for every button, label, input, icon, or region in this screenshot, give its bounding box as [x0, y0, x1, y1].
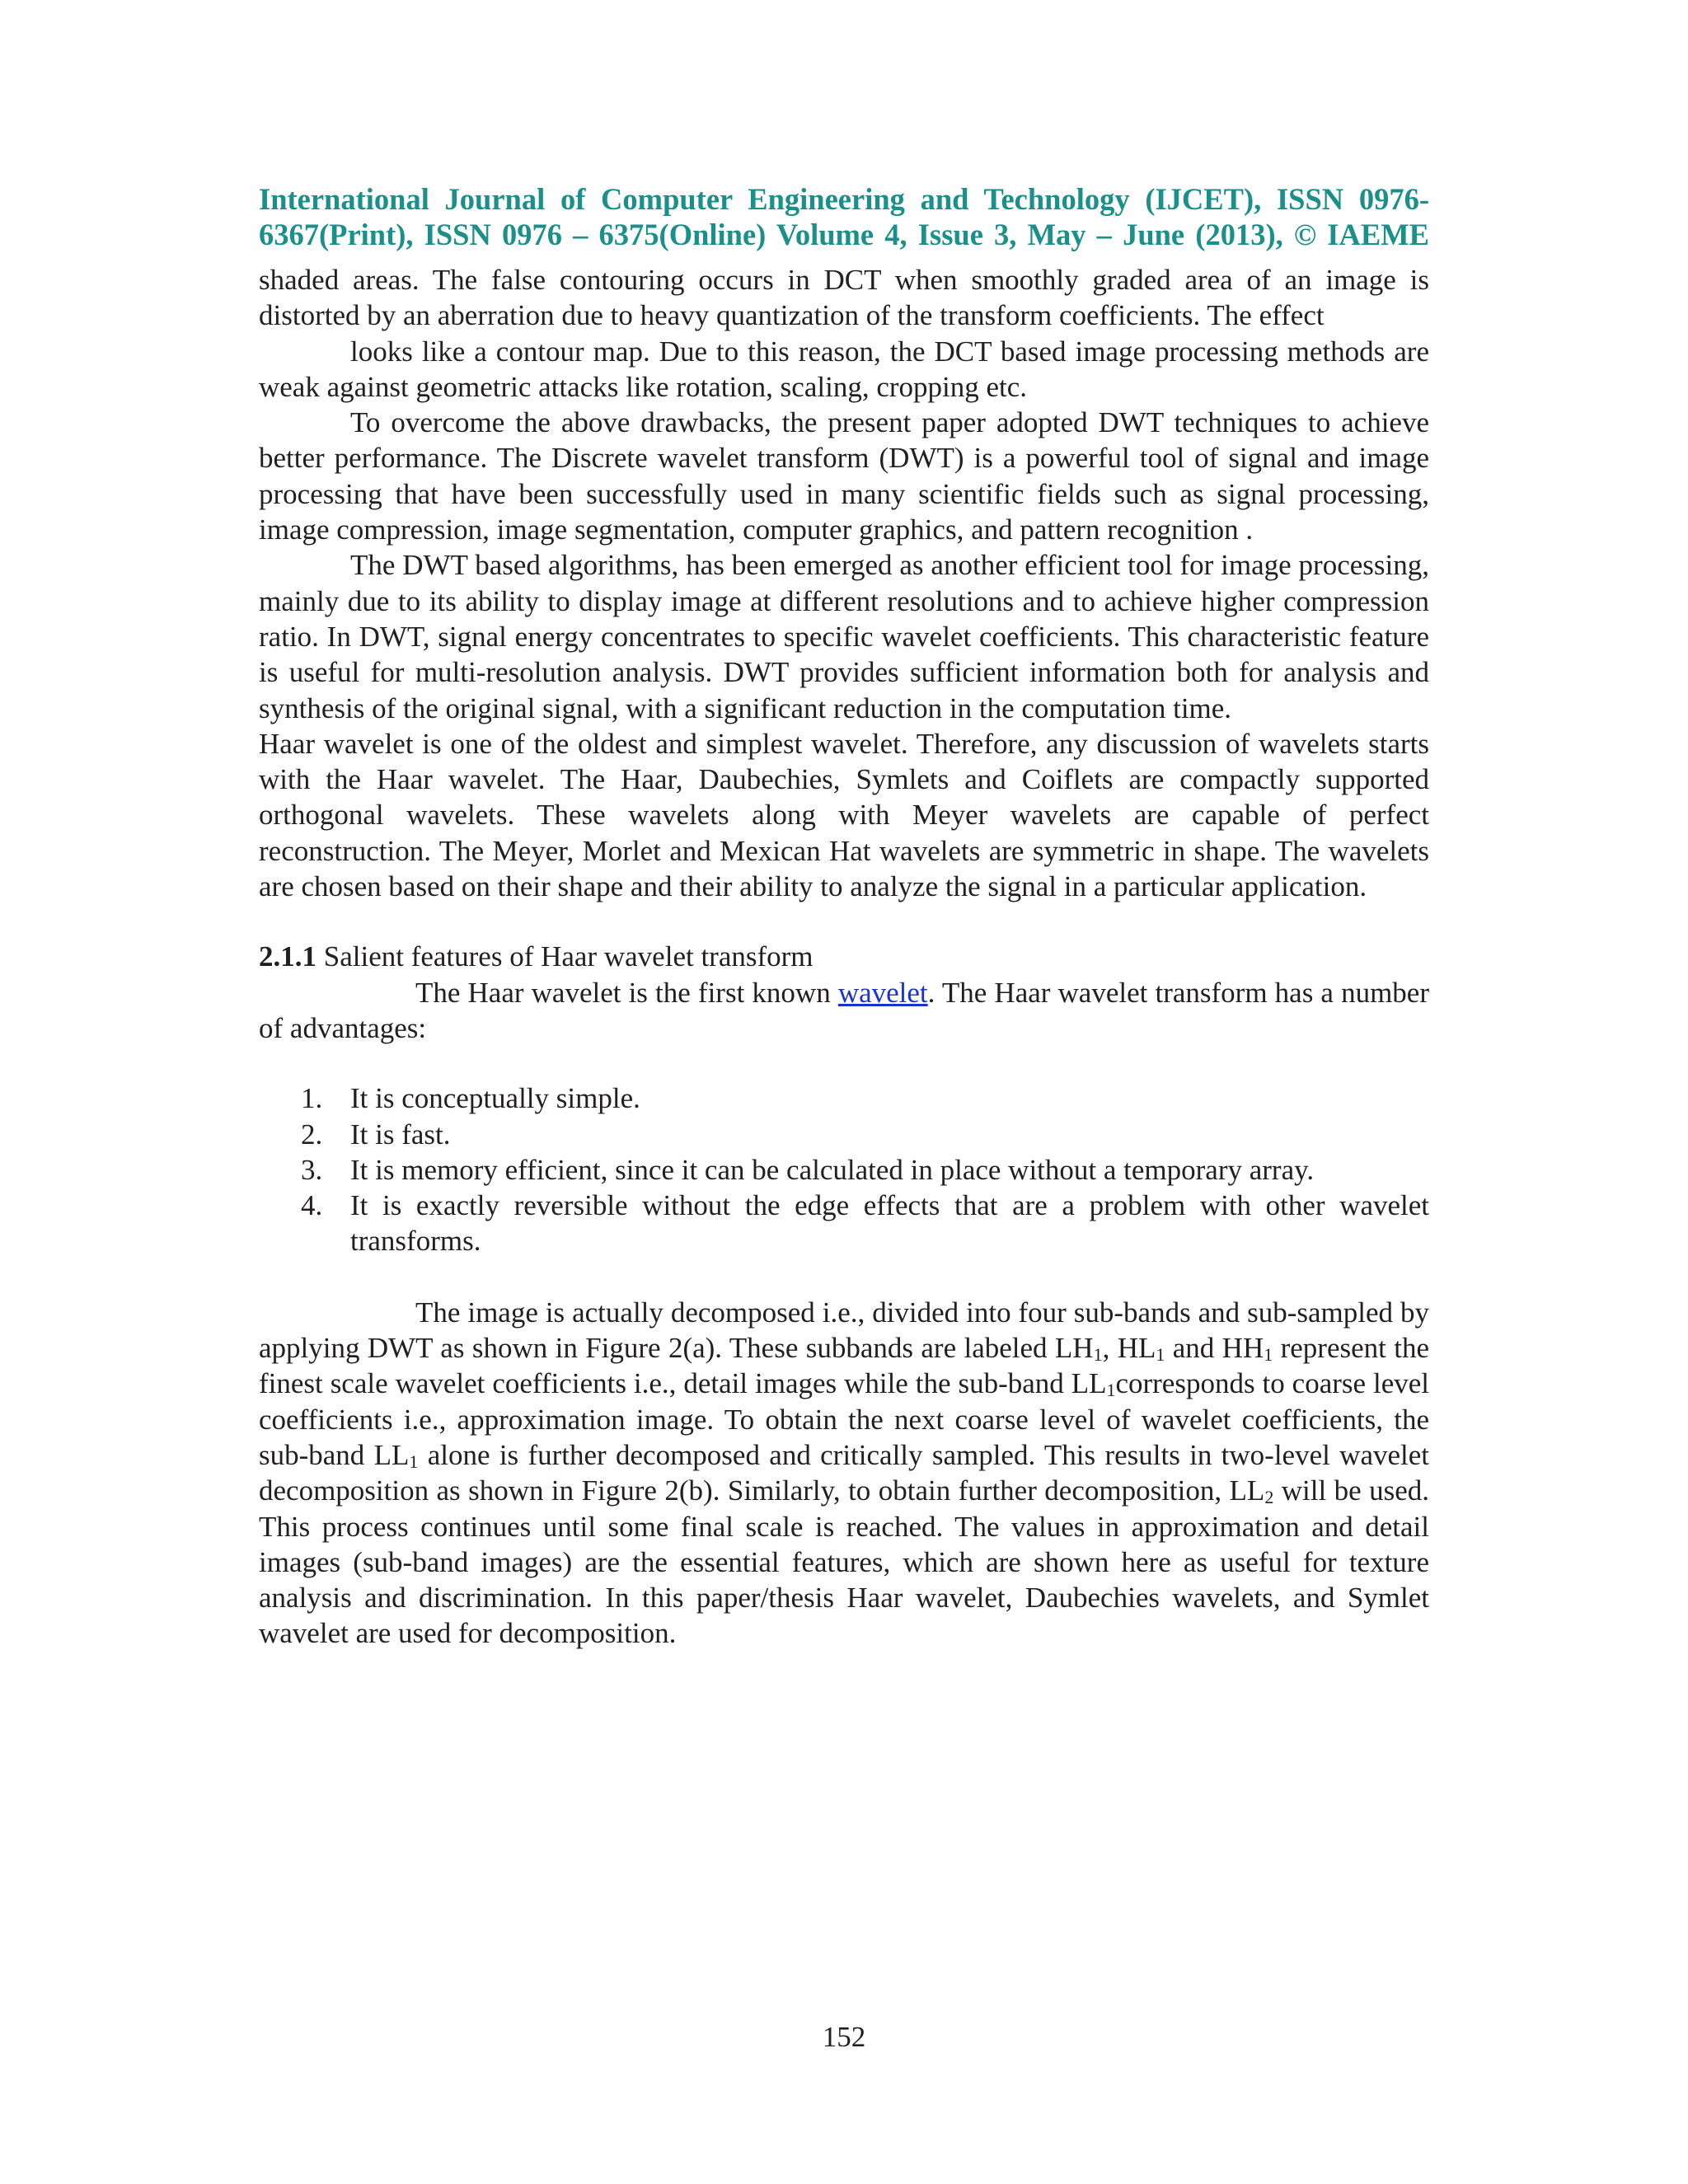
list-item-text: It is fast.	[350, 1118, 451, 1151]
section-intro	[259, 975, 1429, 1047]
journal-header-line-2: 6367(Print), ISSN 0976 – 6375(Online) Volume 4, Issue 3, May – June (2013), © IAEME	[259, 218, 1429, 251]
paragraph-dwt-algorithms: The DWT based algorithms, has been emerged as another efficient tool for image processing, mainly due to its ability to display image at different resolutions and to achieve higher compression ratio. In DWT, signal energy concentrates to specific wavelet coefficients. This characteristic feature is useful for multi-resolution analysis. DWT provides sufficient information both for analysis and synthesis of the original signal, with a significant reduction in the computation time.	[259, 549, 1429, 724]
list-item	[259, 1152, 1429, 1188]
paragraph-false-contouring: shaded areas. The false contouring occurs in DCT when smoothly graded area of an image is distorted by an aberration due to heavy quantization of the transform coefficients. The effect	[259, 264, 1429, 332]
section-number: 2.1.1	[259, 940, 316, 973]
list-number: 3.	[301, 1153, 323, 1186]
paragraph-haar-wavelet: Haar wavelet is one of the oldest and simplest wavelet. Therefore, any discussion of wavelets starts with the Haar wavelet. The Haar, Daubechies, Symlets and Coiflets are compactly supported orthogonal wavelets. These wavelets along with Meyer wavelets are capable of perfect reconstruction. The Meyer, Morlet and Mexican Hat wavelets are symmetric in shape. The wavelets are chosen based on their shape and their ability to analyze the signal in a particular application.	[259, 727, 1429, 903]
journal-header	[259, 181, 1429, 252]
section-intro-before: The Haar wavelet is the first known	[415, 976, 831, 1009]
list-item-text: It is exactly reversible without the edge effects that are a problem with other wavelet transforms.	[350, 1189, 1429, 1258]
list-number: 2.	[301, 1118, 323, 1151]
section-title: Salient features of Haar wavelet transform	[323, 940, 814, 973]
list-item	[259, 1188, 1429, 1259]
paragraph-contour-map: looks like a contour map. Due to this reason, the DCT based image processing methods are weak against geometric attacks like rotation, scaling, cropping etc.	[259, 335, 1429, 403]
list-number: 4.	[301, 1189, 323, 1222]
list-item	[259, 1080, 1429, 1116]
list-number: 1.	[301, 1082, 323, 1115]
page-content	[259, 181, 1429, 1652]
list-item	[259, 1117, 1429, 1152]
wavelet-link[interactable]: wavelet	[837, 976, 928, 1009]
paragraph-dwt-overview: To overcome the above drawbacks, the present paper adopted DWT techniques to achieve better performance. The Discrete wavelet transform (DWT) is a powerful tool of signal and image processing that have been successfully used in many scientific fields such as signal processing, image compression, image segmentation, computer graphics, and pattern recognition .	[259, 406, 1429, 546]
advantages-list	[259, 1080, 1429, 1258]
article-body	[259, 262, 1429, 1652]
section-intro-after: . The Haar wavelet transform has a number of advantages:	[259, 976, 1429, 1044]
journal-header-line-1: International Journal of Computer Engineering and Technology (IJCET), ISSN 0976-	[259, 182, 1429, 216]
list-item-text: It is conceptually simple.	[350, 1082, 640, 1115]
paragraph-decomposition: The image is actually decomposed i.e., divided into four sub-bands and sub-sampled by applying DWT as shown in Figure 2(a). These subbands are labeled $LH_1$, $HL_1$ and $HH_1$ represent the finest scale wavelet coefficients i.e., detail images while the sub-band $LL_1corresponds$ to coarse level coefficients i.e., approximation image. To obtain the next coarse level of wavelet coefficients, the sub-band $LL_1$ alone is further decomposed and critically sampled. This results in two-level wavelet decomposition as shown in Figure 2(b). Similarly, to obtain further decomposition, $LL_2$ will be used. This process continues until some final scale is reached. The values in approximation and detail images (sub-band images) are the essential features, which are shown here as useful for texture analysis and discrimination. In this paper/thesis Haar wavelet, Daubechies wavelets, and Symlet wavelet are used for decomposition.	[259, 1296, 1430, 1650]
page-number: 152	[822, 2021, 866, 2053]
spacer	[259, 1259, 1429, 1295]
list-item-text: It is memory efficient, since it can be calculated in place without a temporary array.	[350, 1153, 1315, 1186]
section-heading	[259, 939, 1429, 974]
